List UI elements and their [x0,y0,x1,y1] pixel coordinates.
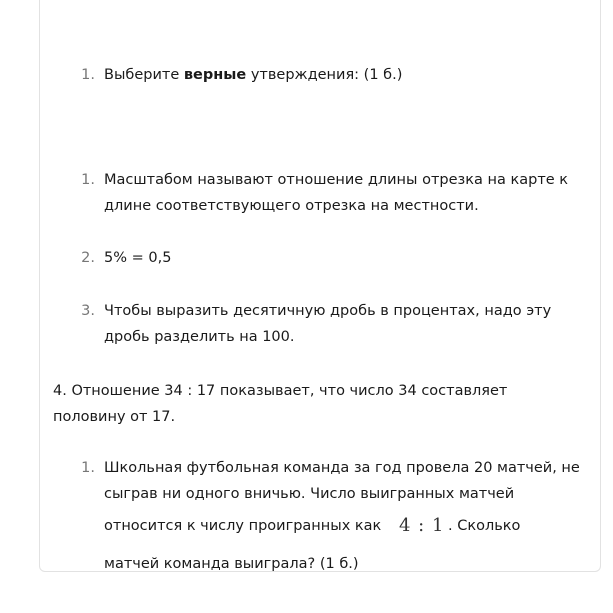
statement-1-line-1: Масштабом называют отношение длины отрезка на карте к [104,172,569,188]
statement-3-line-2: дробь разделить на 100. [104,329,295,345]
statement-3-number: 3. [81,303,95,319]
question-2-line-2: сыграв ни одного вничью. Число выигранных матчей [104,486,515,502]
ratio-formula: 4 : 1 [399,515,445,536]
statement-2-text: 5% = 0,5 [104,250,172,266]
question-1-text [104,62,402,88]
statement-4-line-2: половину от 17. [53,409,176,425]
statement-3-line-1: Чтобы выразить десятичную дробь в процентах, надо эту [104,303,552,319]
question-2-number: 1. [81,460,95,476]
question-2-line-3-pre: относится к числу проигранных как [104,518,382,534]
statement-2-number: 2. [81,250,95,266]
statement-4-line-1: 4. Отношение 34 : 17 показывает, что число 34 составляет [53,383,508,399]
question-1-post: утверждения: (1 б.) [246,67,403,83]
question-2-line-1: Школьная футбольная команда за год провела 20 матчей, не [104,460,580,476]
question-1-pre: Выберите [104,67,184,83]
content-card [39,0,601,572]
question-2-line-4: матчей команда выиграла? (1 б.) [104,556,359,572]
statement-1-number: 1. [81,172,95,188]
question-2-line-3-post: . Сколько [448,518,521,534]
question-1-number: 1. [81,67,95,83]
statement-1-line-2: длине соответствующего отрезка на местности. [104,198,479,214]
question-1-bold: верные [183,67,247,83]
